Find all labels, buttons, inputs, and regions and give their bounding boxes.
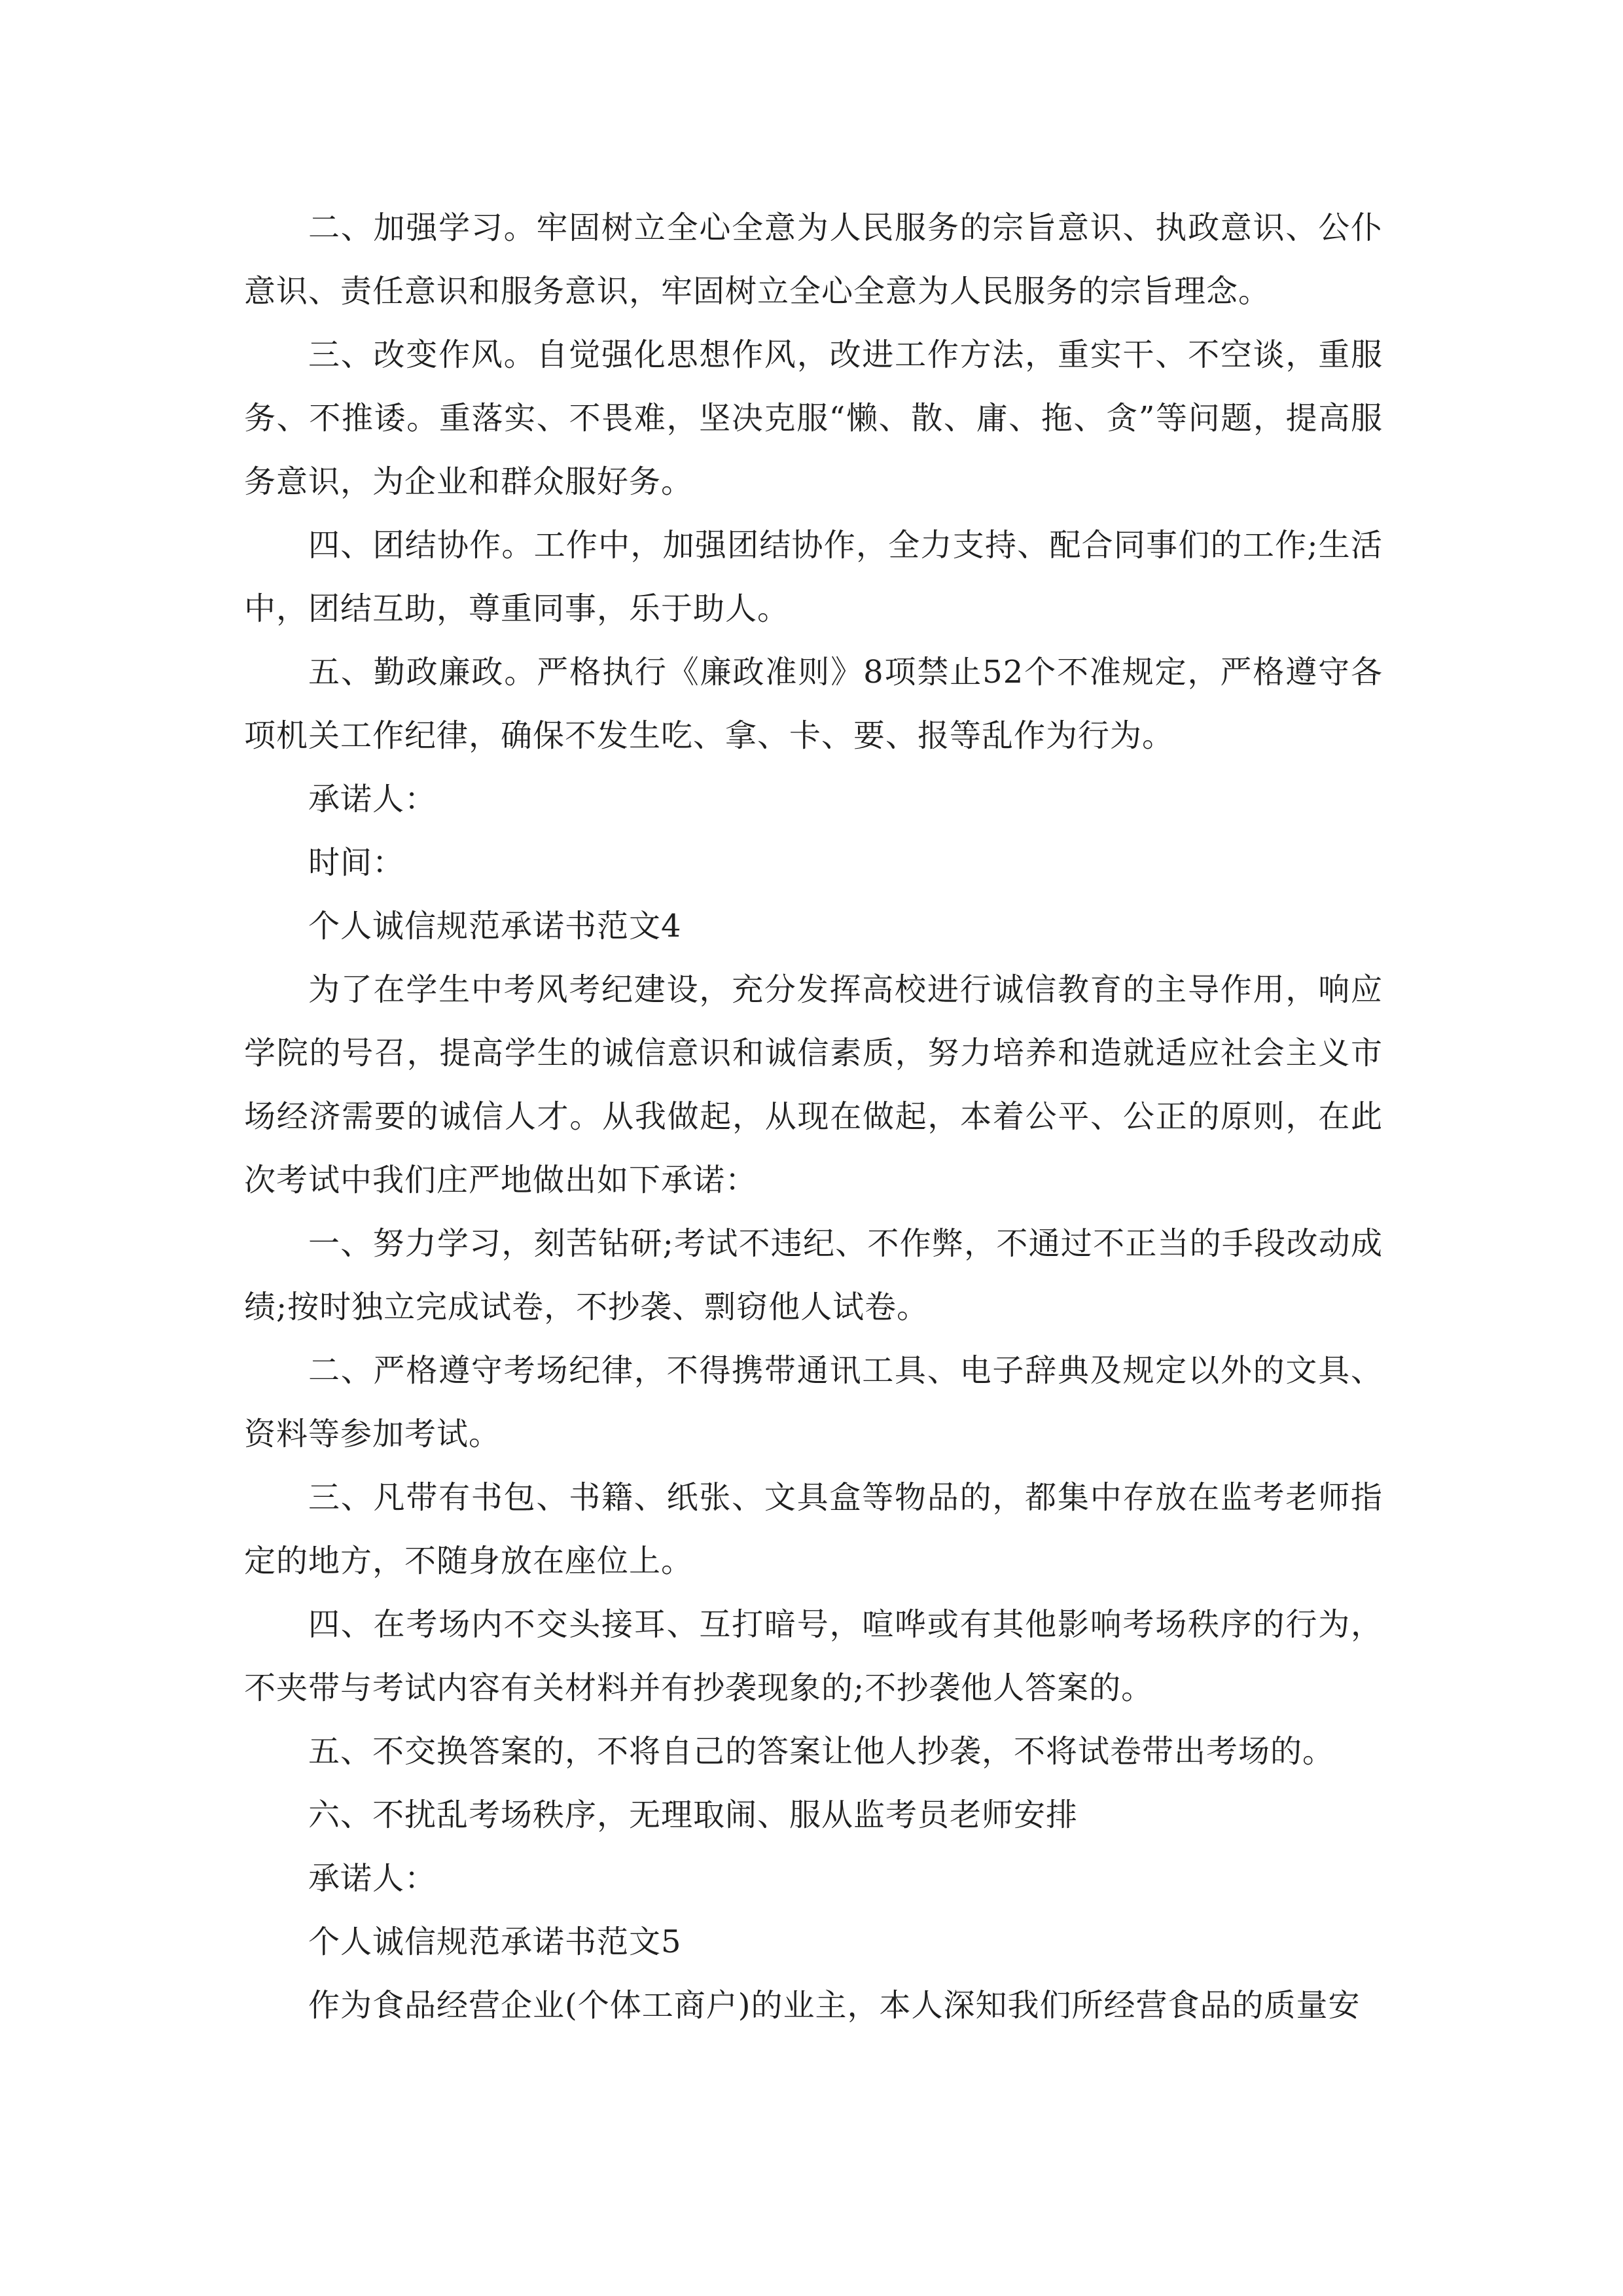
paragraph-style: 三、改变作风。自觉强化思想作风，改进工作方法，重实干、不空谈，重服务、不推诿。重落实、不畏难，坚决克服“懒、散、庸、拖、贪”等问题，提高服务意识，为企业和群众服好务。 — [244, 336, 1383, 500]
paragraph-pledge-1: 一、努力学习，刻苦钻研;考试不违纪、不作弊，不通过不正当的手段改动成绩;按时独立完成试卷，不抄袭、剽窃他人试卷。 — [244, 1225, 1383, 1325]
signatory-label-2: 承诺人： — [308, 1860, 437, 1897]
paragraph-study: 二、加强学习。牢固树立全心全意为人民服务的宗旨意识、执政意识、公仆意识、责任意识和服务意识，牢固树立全心全意为人民服务的宗旨理念。 — [244, 209, 1383, 310]
document-body — [244, 196, 1383, 2037]
paragraph-intro-4: 为了在学生中考风考纪建设，充分发挥高校进行诚信教育的主导作用，响应学院的号召，提高学生的诚信意识和诚信素质，努力培养和造就适应社会主义市场经济需要的诚信人才。从我做起，从现在做起，本着公平、公正的原则，在此次考试中我们庄严地做出如下承诺： — [244, 971, 1383, 1198]
paragraph-integrity: 五、勤政廉政。严格执行《廉政准则》8项禁止52个不准规定，严格遵守各项机关工作纪律，确保不发生吃、拿、卡、要、报等乱作为行为。 — [244, 654, 1383, 754]
date-label: 时间： — [308, 844, 405, 881]
section-heading-4: 个人诚信规范承诺书范文4 — [308, 908, 682, 944]
paragraph-pledge-4: 四、在考场内不交头接耳、互打暗号，喧哗或有其他影响考场秩序的行为，不夹带与考试内容有关材料并有抄袭现象的;不抄袭他人答案的。 — [244, 1606, 1383, 1706]
section-heading-5: 个人诚信规范承诺书范文5 — [308, 1924, 682, 1960]
paragraph-pledge-2: 二、严格遵守考场纪律，不得携带通讯工具、电子辞典及规定以外的文具、资料等参加考试。 — [244, 1352, 1383, 1452]
paragraph-pledge-3: 三、凡带有书包、书籍、纸张、文具盒等物品的，都集中存放在监考老师指定的地方，不随身放在座位上。 — [244, 1479, 1383, 1579]
signatory-label: 承诺人： — [308, 781, 437, 817]
paragraph-teamwork: 四、团结协作。工作中，加强团结协作，全力支持、配合同事们的工作;生活中，团结互助，尊重同事，乐于助人。 — [244, 527, 1383, 627]
paragraph-pledge-5: 五、不交换答案的，不将自己的答案让他人抄袭，不将试卷带出考场的。 — [308, 1733, 1335, 1770]
paragraph-pledge-6: 六、不扰乱考场秩序，无理取闹、服从监考员老师安排 — [308, 1797, 1079, 1833]
paragraph-intro-5: 作为食品经营企业(个体工商户)的业主，本人深知我们所经营食品的质量安 — [308, 1987, 1361, 2024]
